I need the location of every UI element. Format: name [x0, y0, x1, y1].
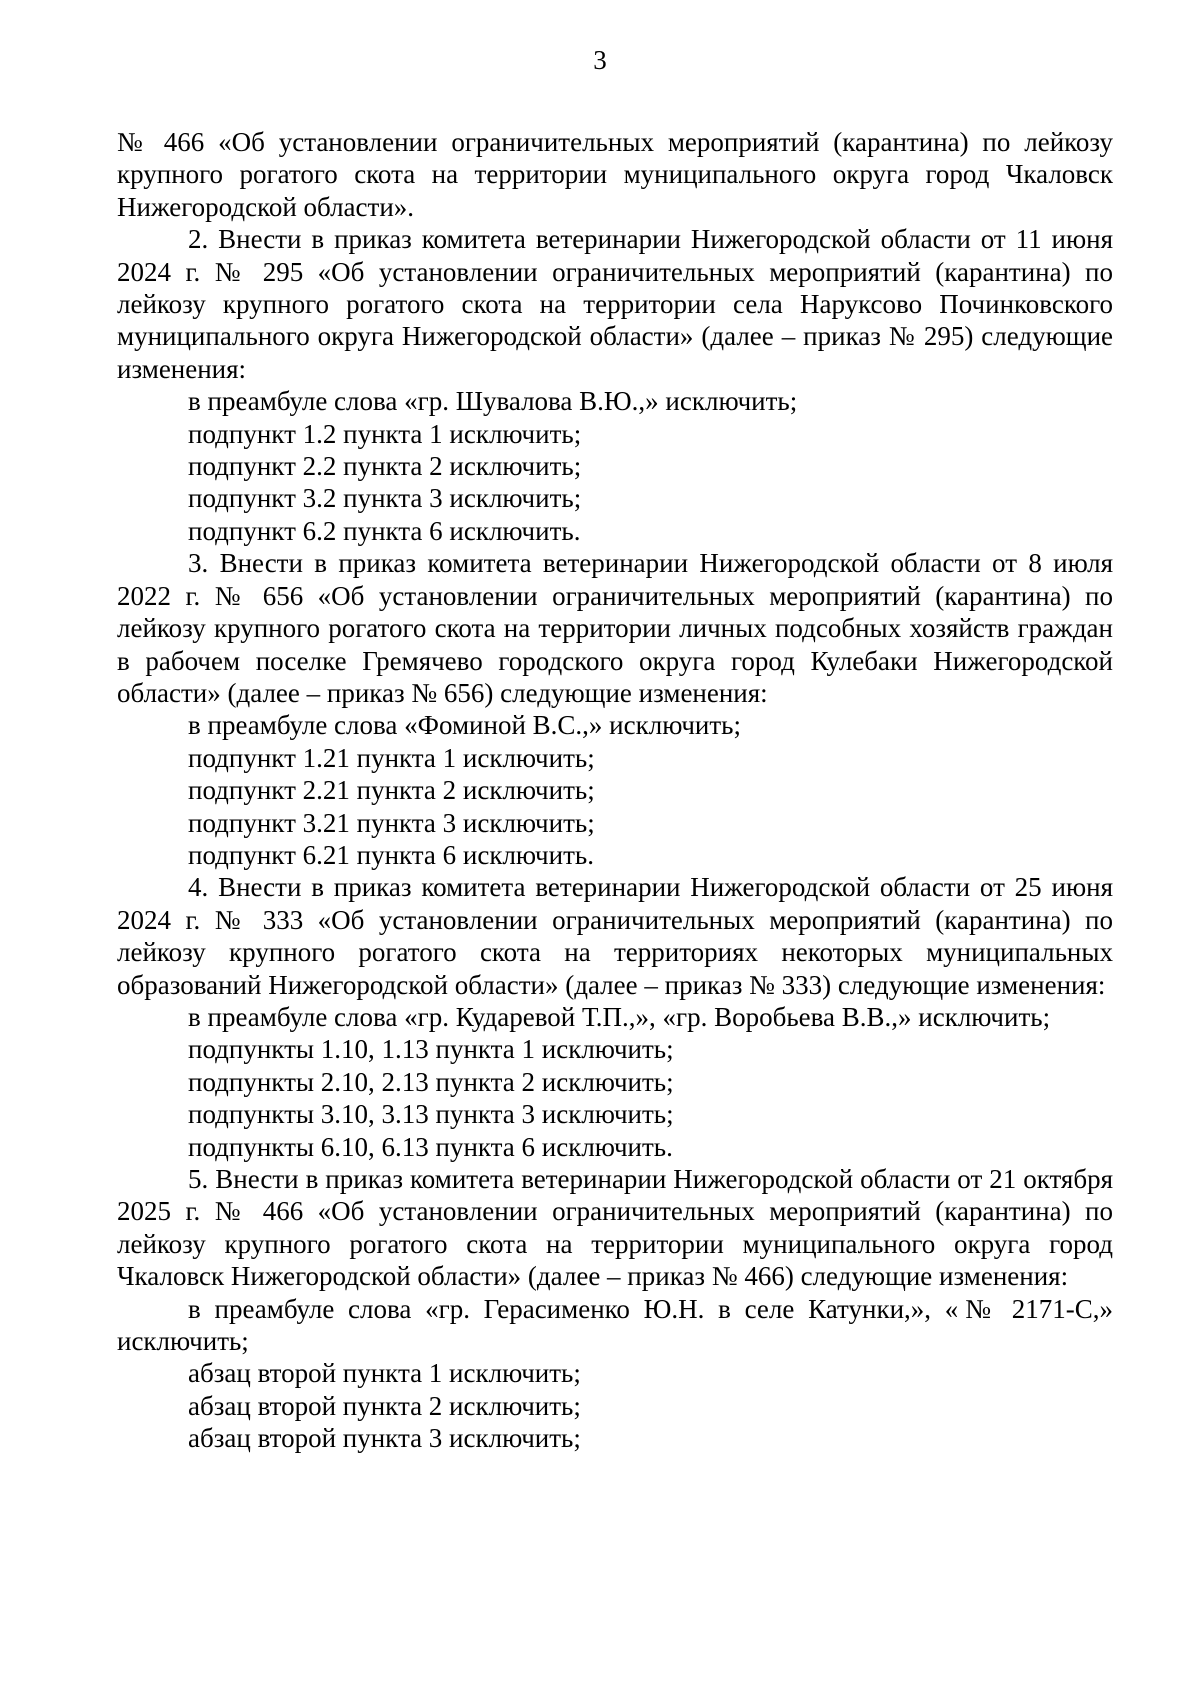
list-item: подпункт 1.21 пункта 1 исключить; — [188, 742, 595, 773]
paragraph: 5. Внести в приказ комитета ветеринарии Нижегородской области от 21 октября 2025 г. № 466 «Об установлении ограничительных мероприятий (карантина) по лейкозу крупного рогатого скота на территории муниципального округа город Чкаловск Нижегородской области» (далее – приказ № 466) следующие изменения: — [117, 1164, 1113, 1292]
list-item: в преамбуле слова «гр. Кударевой Т.П.,», «гр. Воробьева В.В.,» исключить; — [188, 1001, 1051, 1032]
paragraph: 2. Внести в приказ комитета ветеринарии Нижегородской области от 11 июня 2024 г. № 295 «Об установлении ограничительных мероприятий (карантина) по лейкозу крупного рогатого скота на территории села Наруксово Починковского муниципального округа Нижегородской области» (далее – приказ № 295) следующие изменения: — [117, 224, 1113, 384]
list-item: подпункт 1.2 пункта 1 исключить; — [188, 418, 582, 449]
list-item: абзац второй пункта 1 исключить; — [188, 1358, 581, 1389]
paragraph: № 466 «Об установлении ограничительных мероприятий (карантина) по лейкозу крупного рогатого скота на территории муниципального округа город Чкаловск Нижегородской области». — [117, 127, 1113, 222]
list-item: в преамбуле слова «Фоминой В.С.,» исключить; — [188, 710, 741, 741]
list-item: подпункт 6.2 пункта 6 исключить. — [188, 515, 581, 546]
paragraph: 3. Внести в приказ комитета ветеринарии Нижегородской области от 8 июля 2022 г. № 656 «Об установлении ограничительных мероприятий (карантина) по лейкозу крупного рогатого скота на территории личных подсобных хозяйств граждан в рабочем поселке Гремячево городского округа город Кулебаки Нижегородской области» (далее – приказ № 656) следующие изменения: — [117, 548, 1113, 708]
list-item: подпункты 1.10, 1.13 пункта 1 исключить; — [188, 1034, 674, 1065]
page-number: 3 — [593, 45, 607, 75]
list-item: подпункт 3.21 пункта 3 исключить; — [188, 807, 595, 838]
document-body — [117, 126, 1113, 1455]
list-item: подпункт 2.21 пункта 2 исключить; — [188, 775, 595, 806]
list-item: подпункты 3.10, 3.13 пункта 3 исключить; — [188, 1099, 674, 1130]
list-item: абзац второй пункта 3 исключить; — [188, 1423, 581, 1454]
list-item: подпункты 6.10, 6.13 пункта 6 исключить. — [188, 1131, 673, 1162]
list-item: абзац второй пункта 2 исключить; — [188, 1390, 581, 1421]
list-item: в преамбуле слова «гр. Шувалова В.Ю.,» исключить; — [188, 386, 798, 417]
list-item: подпункты 2.10, 2.13 пункта 2 исключить; — [188, 1066, 674, 1097]
list-item: подпункт 2.2 пункта 2 исключить; — [188, 451, 582, 482]
paragraph: 4. Внести в приказ комитета ветеринарии Нижегородской области от 25 июня 2024 г. № 333 «Об установлении ограничительных мероприятий (карантина) по лейкозу крупного рогатого скота на территориях некоторых муниципальных образований Нижегородской области» (далее – приказ № 333) следующие изменения: — [117, 872, 1113, 1000]
list-item: подпункт 6.21 пункта 6 исключить. — [188, 839, 594, 870]
list-item: подпункт 3.2 пункта 3 исключить; — [188, 483, 582, 514]
paragraph: в преамбуле слова «гр. Герасименко Ю.Н. в селе Катунки,», «№ 2171-С,» исключить; — [117, 1293, 1113, 1357]
